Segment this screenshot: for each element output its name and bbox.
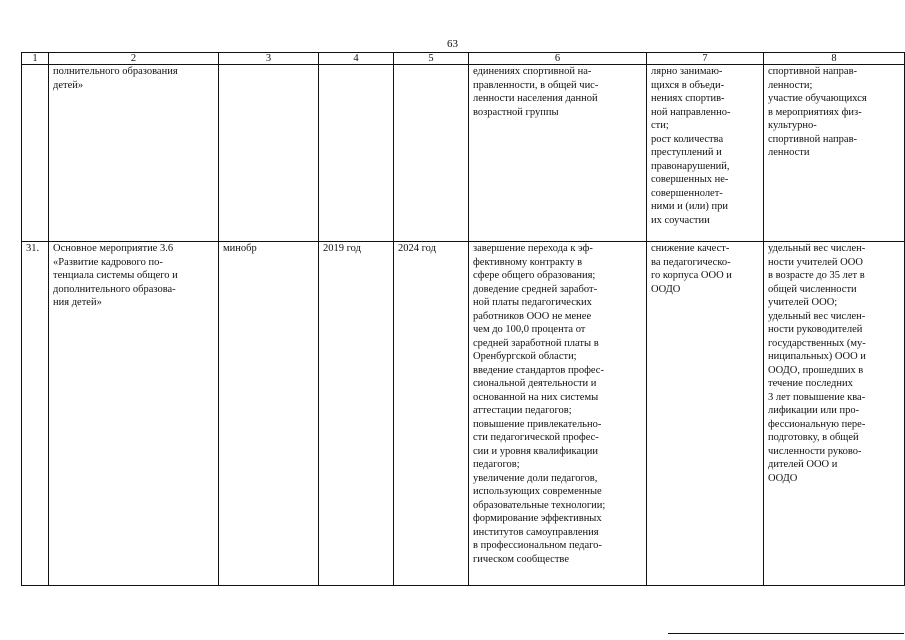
column-header-5: 5 (394, 53, 469, 65)
column-header-3: 3 (219, 53, 319, 65)
cell-indicators: спортивной направ- ленности; участие обучающихся в мероприятиях физ- культурно- спортивной направ- ленности (764, 65, 905, 242)
cell-indicators: удельный вес числен- ности учителей ООО в возрасте до 35 лет в общей численности учителей ООО; удельный вес числен- ности руководителей государственных (му- ниципальных) ООО и ООДО, прошедших в течение последних 3 лет повышение ква- лификации или про- фессиональную пере- подготовку, в общей численности руково- дителей ООО и ООДО (764, 242, 905, 586)
cell-executor: минобр (219, 242, 319, 586)
cell-start-year (319, 65, 394, 242)
table-row-continuation (22, 65, 905, 242)
column-header-4: 4 (319, 53, 394, 65)
cell-number: 31. (22, 242, 49, 586)
cell-consequences: лярно занимаю- щихся в объеди- нениях спортив- ной направленно- сти; рост количества преступлений и правонарушений, совершенных не- совершеннолет- ними и (или) при их соучастии (647, 65, 764, 242)
cell-start-year: 2019 год (319, 242, 394, 586)
cell-executor (219, 65, 319, 242)
cell-number (22, 65, 49, 242)
column-header-1: 1 (22, 53, 49, 65)
column-header-6: 6 (469, 53, 647, 65)
header-row (22, 53, 905, 65)
cell-end-year (394, 65, 469, 242)
footer-divider (668, 633, 904, 634)
table-row-31 (22, 242, 905, 586)
column-header-8: 8 (764, 53, 905, 65)
measures-table (21, 52, 905, 586)
cell-expected-result: единениях спортивной на- правленности, в общей чис- ленности населения данной возрастной группы (469, 65, 647, 242)
cell-end-year: 2024 год (394, 242, 469, 586)
page-number: 63 (447, 38, 458, 50)
cell-expected-result: завершение перехода к эф- фективному контракту в сфере общего образования; доведение средней заработ- ной платы педагогических работников ООО не менее чем до 100,0 процента от средней заработной платы в Оренбургской области; введение стандартов профес- сиональной деятельности и основанной на них системы аттестации педагогов; повышение привлекательно- сти педагогической профес- сии и уровня квалификации педагогов; увеличение доли педагогов, использующих современные образовательные технологии; формирование эффективных институтов самоуправления в профессиональном педаго- гическом сообществе (469, 242, 647, 586)
cell-consequences: снижение качест- ва педагогическо- го корпуса ООО и ООДО (647, 242, 764, 586)
cell-measure-name: Основное мероприятие 3.6 «Развитие кадрового по- тенциала системы общего и дополнительного образова- ния детей» (49, 242, 219, 586)
column-header-7: 7 (647, 53, 764, 65)
cell-measure-name: полнительного образования детей» (49, 65, 219, 242)
column-header-2: 2 (49, 53, 219, 65)
